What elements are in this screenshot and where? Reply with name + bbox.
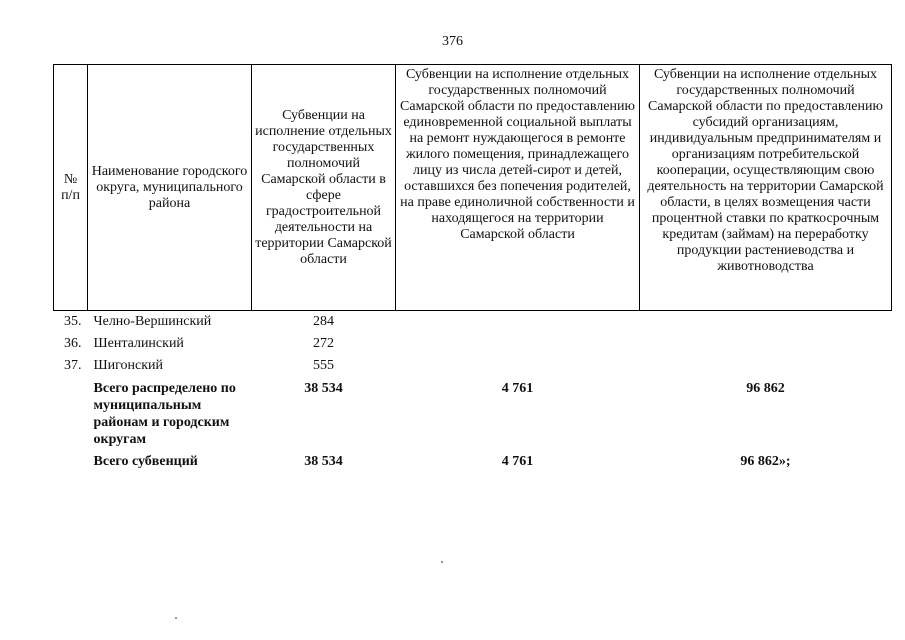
total-distributed-interest-rate: 96 862 — [746, 381, 785, 396]
row-district-name: Шенталинский — [93, 336, 184, 351]
grand-total-row — [54, 450, 892, 475]
grand-total-interest-rate: 96 862»; — [740, 454, 791, 469]
row-district-name: Челно-Вершинский — [93, 314, 212, 329]
total-distributed-urban-planning: 38 534 — [304, 381, 343, 396]
table-header-row — [54, 65, 892, 311]
row-housing-repair-value — [396, 355, 640, 377]
row-urban-planning-value: 284 — [313, 314, 334, 329]
row-number: 35. — [64, 314, 82, 329]
grand-total-urban-planning: 38 534 — [304, 454, 343, 469]
row-urban-planning-value: 272 — [313, 336, 334, 351]
row-interest-rate-value — [640, 311, 892, 334]
subsidy-table — [53, 64, 892, 475]
row-housing-repair-value — [396, 311, 640, 334]
total-distributed-housing-repair: 4 761 — [501, 381, 534, 396]
header-urban-planning-subvention: Субвенции на исполнение отдельных государственных полномочий Самарской области в сфере градостроительной деятельности на территории Самарской области — [252, 65, 396, 311]
header-number: № п/п — [54, 65, 88, 311]
table-row — [54, 355, 892, 377]
row-number: 37. — [64, 358, 82, 373]
table-row — [54, 333, 892, 355]
row-housing-repair-value — [396, 333, 640, 355]
grand-total-housing-repair: 4 761 — [501, 454, 534, 469]
total-distributed-row — [54, 377, 892, 450]
row-interest-rate-value — [640, 355, 892, 377]
row-number: 36. — [64, 336, 82, 351]
row-urban-planning-value: 555 — [313, 358, 334, 373]
grand-total-number — [54, 450, 88, 475]
row-district-name: Шигонский — [93, 358, 164, 373]
scan-speck — [175, 617, 177, 619]
row-interest-rate-value — [640, 333, 892, 355]
header-housing-repair-subvention: Субвенции на исполнение отдельных государственных полномочий Самарской области по предоставлению единовременной социальной выплаты на ремонт нуждающегося в ремонте жилого помещения, принадлежащего лицу из числа детей-сирот и детей, оставшихся без попечения родителей, на праве единоличной собственности и находящегося на территории Самарской области — [396, 65, 640, 311]
table-row — [54, 311, 892, 334]
total-distributed-label: Всего распределено по муниципальным районам и городским округам — [93, 381, 236, 447]
header-district-name: Наименование городского округа, муниципального района — [88, 65, 252, 311]
grand-total-label: Всего субвенций — [93, 454, 198, 469]
total-distributed-number — [54, 377, 88, 450]
scan-speck — [441, 561, 443, 563]
page-number: 376 — [442, 34, 463, 49]
header-interest-rate-subvention: Субвенции на исполнение отдельных государственных полномочий Самарской области по предоставлению субсидий организациям, индивидуальным предпринимателям и организациям потребительской кооперации, осуществляющим свою деятельность на территории Самарской области, в целях возмещения части процентной ставки по краткосрочным кредитам (займам) на переработку продукции растениеводства и животноводства — [640, 65, 892, 311]
